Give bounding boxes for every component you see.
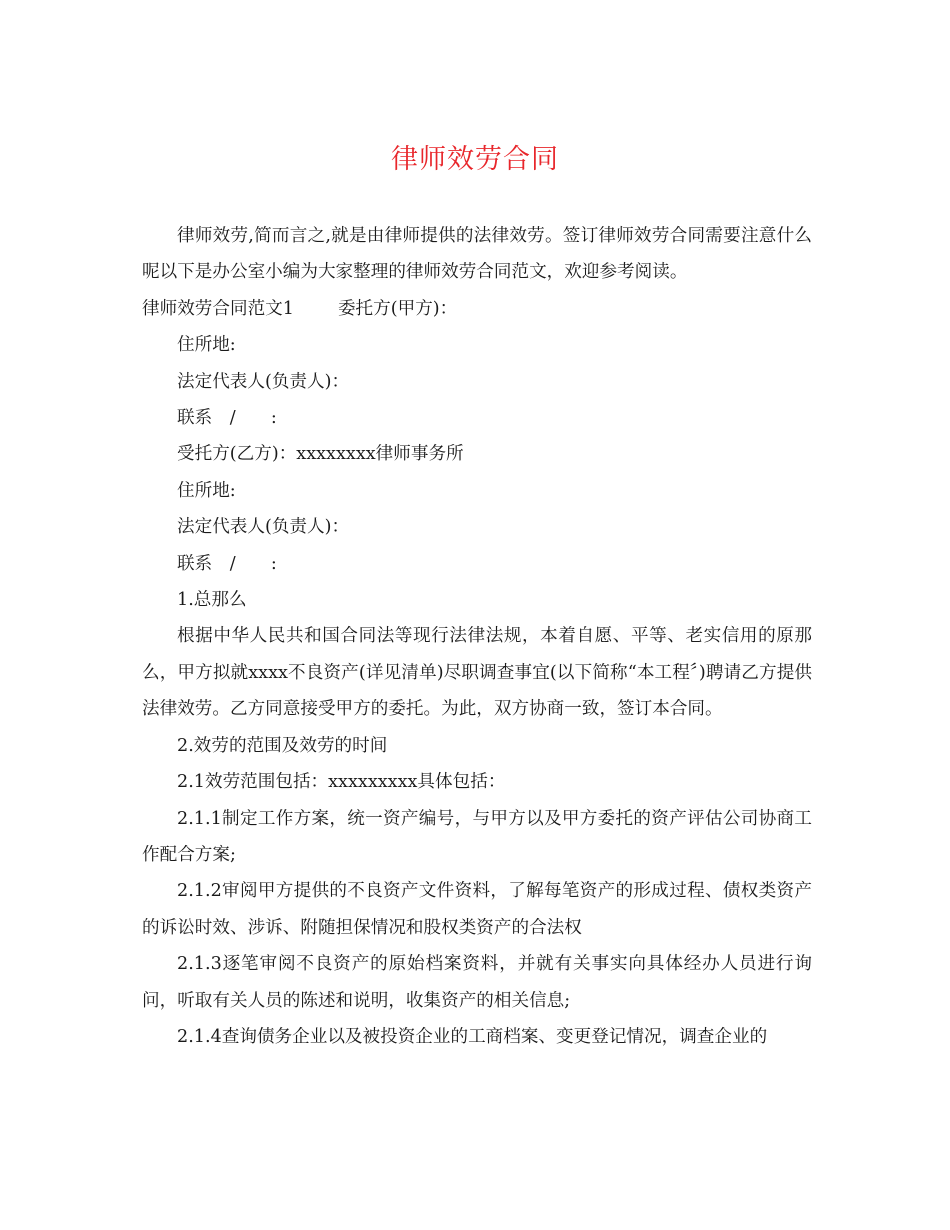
client-party-label: 委托方(甲方)： [337,298,458,319]
trustee-representative-field: 法定代表人(负责人)： [177,517,350,538]
client-contact-field: 联系 / : [177,408,277,429]
contract-sample-label: 律师效劳合同范文1 [142,298,294,319]
clause-2-1: 2.1效劳范围包括：xxxxxxxxx具体包括： [177,772,506,793]
document-title: 律师效劳合同 [391,144,559,175]
contract-heading-line [142,291,812,327]
client-address-field: 住所地: [177,335,236,356]
trustee-address-field: 住所地: [177,480,236,501]
clause-2-1-4: 2.1.4查询债务企业以及被投资企业的工商档案、变更登记情况，调查企业的 [177,1026,768,1047]
clause-2-1-1: 2.1.1制定工作方案，统一资产编号，与甲方以及甲方委托的资产评估公司协商工作配合方案; [142,808,812,865]
section-2-heading: 2.效劳的范围及效劳的时间 [177,735,388,756]
document-body [142,218,812,1055]
clause-2-1-2: 2.1.2审阅甲方提供的不良资产文件资料，了解每笔资产的形成过程、债权类资产的诉讼时效、涉诉、附随担保情况和股权类资产的合法权 [142,881,812,938]
trustee-contact-field: 联系 / : [177,553,277,574]
intro-paragraph: 律师效劳,简而言之,就是由律师提供的法律效劳。签订律师效劳合同需要注意什么呢以下是办公室小编为大家整理的律师效劳合同范文，欢迎参考阅读。 [142,226,812,283]
section-1-paragraph: 根据中华人民共和国合同法等现行法律法规，本着自愿、平等、老实信用的原那么，甲方拟就xxxx不良资产(详见清单)尽职调查事宜(以下简称“本工程〞)聘请乙方提供法律效劳。乙方同意接受甲方的委托。为此，双方协商一致，签订本合同。 [142,626,812,720]
section-1-heading: 1.总那么 [177,590,247,611]
clause-2-1-3: 2.1.3逐笔审阅不良资产的原始档案资料，并就有关事实向具体经办人员进行询问，听取有关人员的陈述和说明，收集资产的相关信息; [142,954,812,1011]
trustee-party-field: 受托方(乙方)：xxxxxxxx律师事务所 [177,444,464,465]
client-representative-field: 法定代表人(负责人)： [177,371,350,392]
